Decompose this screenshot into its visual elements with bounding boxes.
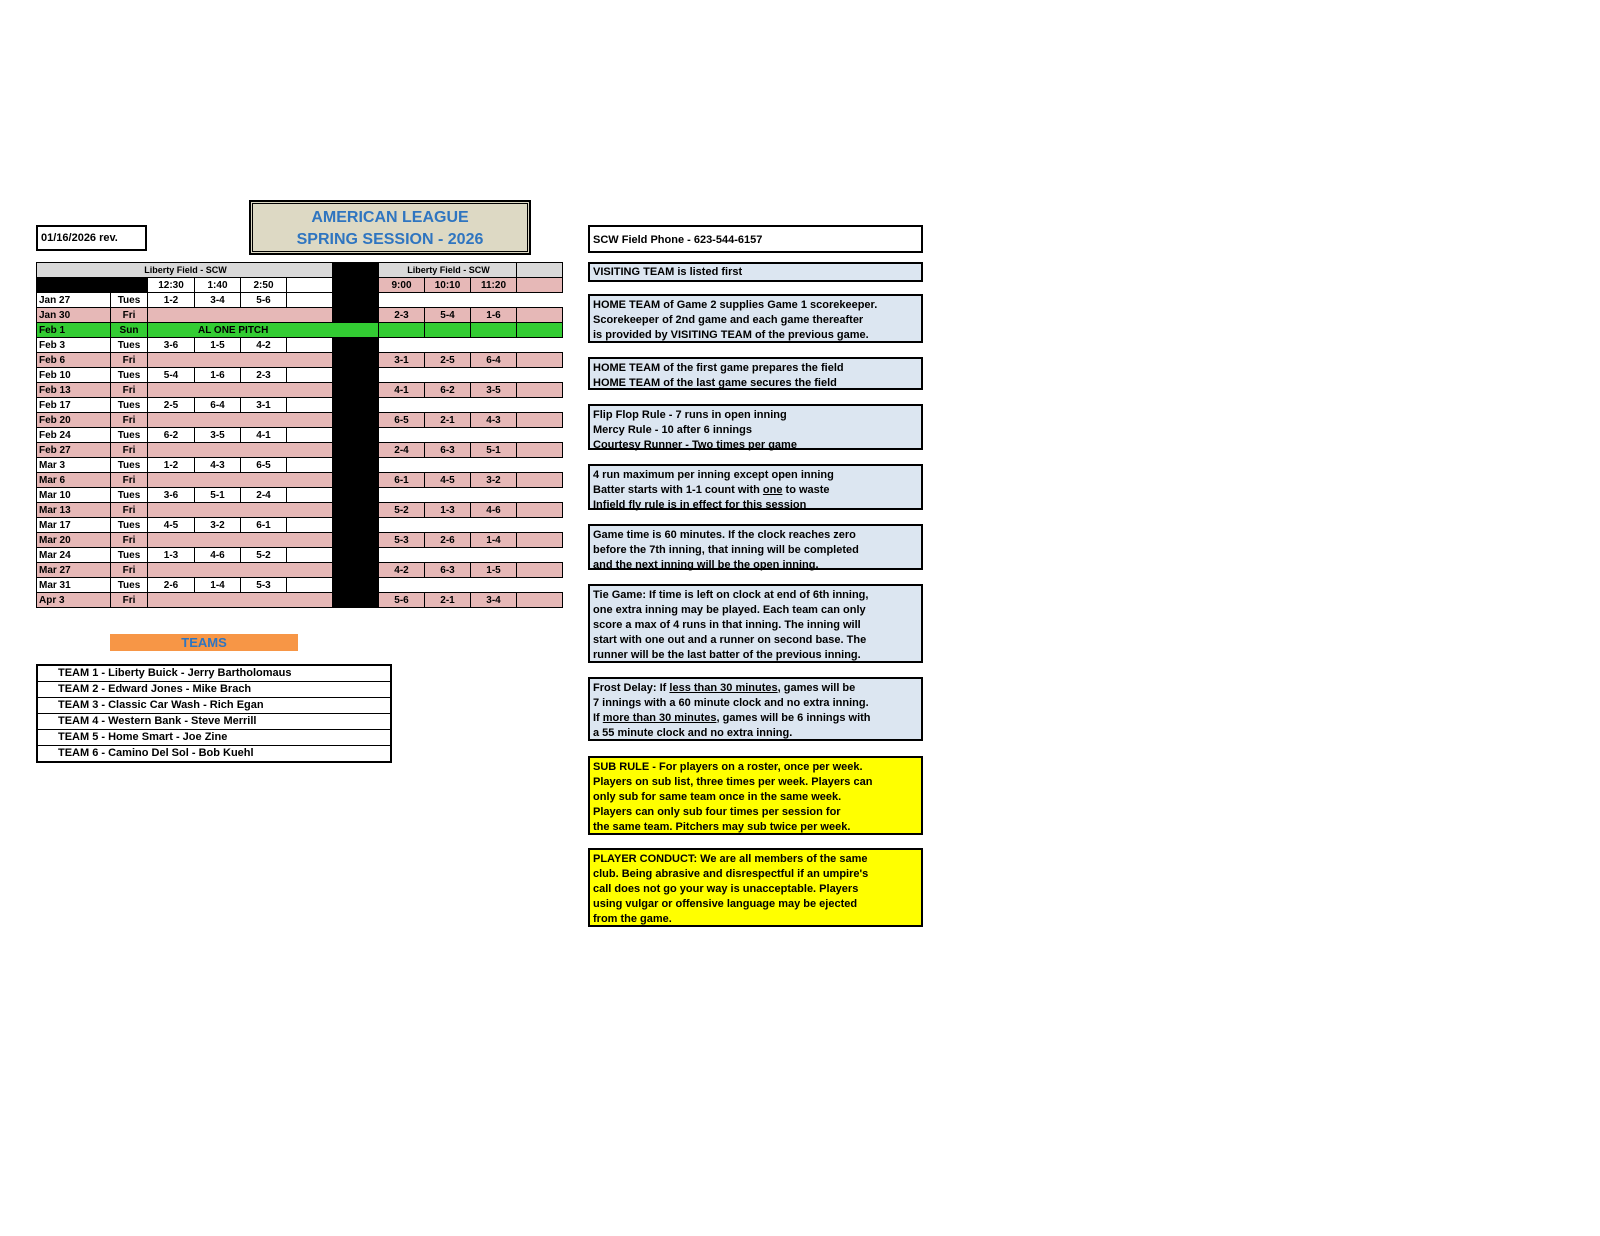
sub-rule: SUB RULE - For players on a roster, once per week. Players on sub list, three times per week. Players can only sub for same team once in the same week. Players can only sub four times per session for the same team. Pitchers may sub twice per week. <box>588 756 923 835</box>
game-day: Tues <box>111 458 148 473</box>
matchup-cell: 5-1 <box>195 488 241 503</box>
divider-cell <box>333 353 379 368</box>
time-header-row <box>37 278 563 293</box>
matchup-cell: 1-3 <box>425 503 471 518</box>
teams-list <box>36 664 392 763</box>
scorekeeper-rule: HOME TEAM of Game 2 supplies Game 1 scorekeeper. Scorekeeper of 2nd game and each game thereafter is provided by VISITING TEAM of the previous game. <box>588 294 923 343</box>
schedule-row <box>37 473 563 488</box>
divider-cell <box>333 473 379 488</box>
matchup-cell: 6-3 <box>425 563 471 578</box>
schedule-cell <box>379 368 563 383</box>
matchup-cell: 6-4 <box>471 353 517 368</box>
matchup-cell: 3-2 <box>471 473 517 488</box>
matchup-cell: 1-5 <box>195 338 241 353</box>
game-day: Tues <box>111 578 148 593</box>
matchup-cell: 2-3 <box>379 308 425 323</box>
game-date: Feb 3 <box>37 338 111 353</box>
matchup-cell: 4-3 <box>471 413 517 428</box>
schedule-cell <box>287 338 333 353</box>
matchup-cell: 3-2 <box>195 518 241 533</box>
game-day: Fri <box>111 503 148 518</box>
game-date: Feb 27 <box>37 443 111 458</box>
schedule-cell <box>517 473 563 488</box>
game-day: Tues <box>111 428 148 443</box>
schedule-row <box>37 578 563 593</box>
divider-cell <box>333 503 379 518</box>
game-date: Mar 17 <box>37 518 111 533</box>
divider-cell <box>333 443 379 458</box>
schedule-cell <box>148 443 333 458</box>
game-time-rule: Game time is 60 minutes. If the clock reaches zero before the 7th inning, that inning will be completed and the next inning will be the open inning. <box>588 524 923 570</box>
matchup-cell: 5-2 <box>379 503 425 518</box>
schedule-row <box>37 353 563 368</box>
matchup-cell: 4-2 <box>379 563 425 578</box>
schedule-cell <box>517 278 563 293</box>
matchup-cell: 6-1 <box>379 473 425 488</box>
schedule-cell <box>517 563 563 578</box>
schedule-cell <box>287 458 333 473</box>
field-header-row <box>37 263 563 278</box>
divider-cell <box>333 338 379 353</box>
divider-cell <box>333 548 379 563</box>
schedule-cell <box>287 578 333 593</box>
matchup-cell: 6-2 <box>148 428 195 443</box>
schedule-row <box>37 443 563 458</box>
matchup-cell: 1-2 <box>148 293 195 308</box>
schedule-row <box>37 593 563 608</box>
divider-cell <box>333 413 379 428</box>
schedule-cell <box>379 488 563 503</box>
matchup-cell: 3-5 <box>195 428 241 443</box>
matchup-cell: 4-5 <box>148 518 195 533</box>
schedule-cell <box>287 548 333 563</box>
flip-flop-rule: Flip Flop Rule - 7 runs in open inning Mercy Rule - 10 after 6 innings Courtesy Runner - Two times per game <box>588 404 923 450</box>
schedule-cell <box>517 413 563 428</box>
divider-cell <box>333 308 379 323</box>
run-limit-rule: 4 run maximum per inning except open inning Batter starts with 1-1 count with one to waste Infield fly rule is in effect for this session <box>588 464 923 510</box>
schedule-cell <box>517 593 563 608</box>
game-day: Fri <box>111 308 148 323</box>
schedule-row <box>37 503 563 518</box>
matchup-cell: 3-4 <box>195 293 241 308</box>
matchup-cell: 5-1 <box>471 443 517 458</box>
schedule-cell <box>379 458 563 473</box>
matchup-cell: 2-3 <box>241 368 287 383</box>
title-line-2: SPRING SESSION - 2026 <box>296 231 484 248</box>
schedule-cell <box>517 263 563 278</box>
matchup-cell: 1-6 <box>471 308 517 323</box>
schedule-cell <box>148 503 333 518</box>
matchup-cell: 6-4 <box>195 398 241 413</box>
divider-cell <box>333 518 379 533</box>
divider-cell <box>333 488 379 503</box>
teams-heading: TEAMS <box>110 634 298 651</box>
divider-cell <box>333 563 379 578</box>
schedule-cell <box>287 293 333 308</box>
matchup-cell: 4-1 <box>241 428 287 443</box>
schedule-row <box>37 383 563 398</box>
schedule-cell <box>148 593 333 608</box>
schedule-row <box>37 293 563 308</box>
game-date: Mar 3 <box>37 458 111 473</box>
right-time-slot: 9:00 <box>379 278 425 293</box>
schedule-cell <box>148 308 333 323</box>
divider-cell <box>333 368 379 383</box>
schedule-row <box>37 308 563 323</box>
matchup-cell: 2-4 <box>241 488 287 503</box>
matchup-cell: 6-3 <box>425 443 471 458</box>
schedule-cell <box>287 488 333 503</box>
game-date: Mar 10 <box>37 488 111 503</box>
matchup-cell: 3-6 <box>148 488 195 503</box>
game-date: Feb 6 <box>37 353 111 368</box>
game-day: Fri <box>111 533 148 548</box>
matchup-cell: 5-3 <box>241 578 287 593</box>
visiting-team-note: VISITING TEAM is listed first <box>588 262 923 282</box>
divider-cell <box>333 263 379 278</box>
game-day: Fri <box>111 413 148 428</box>
matchup-cell: 4-6 <box>471 503 517 518</box>
game-date: Mar 6 <box>37 473 111 488</box>
game-day: Tues <box>111 548 148 563</box>
game-date: Feb 24 <box>37 428 111 443</box>
schedule-cell <box>379 293 563 308</box>
schedule-cell <box>379 338 563 353</box>
schedule-cell <box>379 518 563 533</box>
game-day: Fri <box>111 443 148 458</box>
schedule-row <box>37 533 563 548</box>
team-row: TEAM 1 - Liberty Buick - Jerry Bartholomaus <box>38 666 390 682</box>
tie-game-rule: Tie Game: If time is left on clock at end of 6th inning, one extra inning may be played. Each team can only score a max of 4 runs in that inning. The inning will start with one out and a runner on second base. The runner will be the last batter of the previous inning. <box>588 584 923 663</box>
matchup-cell: 2-5 <box>148 398 195 413</box>
game-date: Feb 1 <box>37 323 111 338</box>
team-row: TEAM 4 - Western Bank - Steve Merrill <box>38 714 390 730</box>
matchup-cell: 1-4 <box>195 578 241 593</box>
schedule-cell <box>148 353 333 368</box>
schedule-row <box>37 563 563 578</box>
matchup-cell: 2-6 <box>148 578 195 593</box>
matchup-cell: 1-4 <box>471 533 517 548</box>
matchup-cell: 5-2 <box>241 548 287 563</box>
matchup-cell: 2-6 <box>425 533 471 548</box>
matchup-cell: 4-2 <box>241 338 287 353</box>
matchup-cell: 1-2 <box>148 458 195 473</box>
team-row: TEAM 2 - Edward Jones - Mike Brach <box>38 682 390 698</box>
schedule-cell <box>517 353 563 368</box>
player-conduct-rule: PLAYER CONDUCT: We are all members of the same club. Being abrasive and disrespectful if an umpire's call does not go your way is unacceptable. Players using vulgar or offensive language may be ejected from the game. <box>588 848 923 927</box>
game-day: Fri <box>111 563 148 578</box>
divider-cell <box>333 593 379 608</box>
game-date: Mar 24 <box>37 548 111 563</box>
schedule-cell <box>287 368 333 383</box>
game-date: Mar 31 <box>37 578 111 593</box>
matchup-cell: 3-1 <box>379 353 425 368</box>
special-event-label: AL ONE PITCH <box>148 323 379 338</box>
game-day: Tues <box>111 488 148 503</box>
matchup-cell: 4-5 <box>425 473 471 488</box>
schedule-cell <box>379 428 563 443</box>
game-day: Sun <box>111 323 148 338</box>
matchup-cell: 1-6 <box>195 368 241 383</box>
schedule-row <box>37 428 563 443</box>
schedule-row <box>37 548 563 563</box>
schedule-cell <box>517 383 563 398</box>
matchup-cell: 3-4 <box>471 593 517 608</box>
schedule-table <box>36 262 563 608</box>
schedule-cell <box>379 548 563 563</box>
matchup-cell: 4-1 <box>379 383 425 398</box>
game-day: Fri <box>111 353 148 368</box>
schedule-row <box>37 413 563 428</box>
game-day: Tues <box>111 338 148 353</box>
schedule-cell <box>287 278 333 293</box>
matchup-cell: 6-1 <box>241 518 287 533</box>
divider-cell <box>333 398 379 413</box>
game-date: Feb 10 <box>37 368 111 383</box>
game-date: Feb 13 <box>37 383 111 398</box>
schedule-row <box>37 488 563 503</box>
divider-cell <box>333 278 379 293</box>
divider-cell <box>37 278 148 293</box>
team-row: TEAM 6 - Camino Del Sol - Bob Kuehl <box>58 747 254 759</box>
game-day: Tues <box>111 293 148 308</box>
matchup-cell: 3-1 <box>241 398 287 413</box>
game-date: Feb 20 <box>37 413 111 428</box>
schedule-cell <box>517 323 563 338</box>
schedule-cell <box>379 578 563 593</box>
game-day: Tues <box>111 518 148 533</box>
matchup-cell: 2-1 <box>425 593 471 608</box>
game-day: Tues <box>111 368 148 383</box>
matchup-cell: 6-5 <box>379 413 425 428</box>
schedule-cell <box>517 443 563 458</box>
matchup-cell: 3-6 <box>148 338 195 353</box>
schedule-cell <box>148 563 333 578</box>
matchup-cell: 6-2 <box>425 383 471 398</box>
matchup-cell: 2-4 <box>379 443 425 458</box>
schedule-row <box>37 368 563 383</box>
schedule-row <box>37 518 563 533</box>
schedule-row <box>37 398 563 413</box>
schedule-cell <box>471 323 517 338</box>
right-time-slot: 10:10 <box>425 278 471 293</box>
schedule-row <box>37 338 563 353</box>
matchup-cell: 5-3 <box>379 533 425 548</box>
team-row: TEAM 5 - Home Smart - Joe Zine <box>38 730 390 746</box>
frost-delay-rule: Frost Delay: If less than 30 minutes, games will be 7 innings with a 60 minute clock and no extra inning. If more than 30 minutes, games will be 6 innings with a 55 minute clock and no extra inning. <box>588 677 923 741</box>
schedule-row <box>37 458 563 473</box>
schedule-cell <box>287 398 333 413</box>
schedule-cell <box>148 533 333 548</box>
schedule-cell <box>517 503 563 518</box>
game-day: Tues <box>111 398 148 413</box>
matchup-cell: 5-4 <box>425 308 471 323</box>
right-field-name: Liberty Field - SCW <box>379 263 517 278</box>
game-date: Jan 27 <box>37 293 111 308</box>
schedule-cell <box>517 308 563 323</box>
game-date: Feb 17 <box>37 398 111 413</box>
game-day: Fri <box>111 473 148 488</box>
schedule-cell <box>148 383 333 398</box>
schedule-cell <box>287 518 333 533</box>
game-date: Mar 27 <box>37 563 111 578</box>
game-date: Jan 30 <box>37 308 111 323</box>
divider-cell <box>333 458 379 473</box>
divider-cell <box>333 383 379 398</box>
schedule-cell <box>517 533 563 548</box>
revision-label: 01/16/2026 rev. <box>36 225 147 251</box>
schedule-cell <box>425 323 471 338</box>
schedule-cell <box>148 473 333 488</box>
field-phone: SCW Field Phone - 623-544-6157 <box>588 225 923 253</box>
divider-cell <box>333 533 379 548</box>
matchup-cell: 3-5 <box>471 383 517 398</box>
game-date: Mar 20 <box>37 533 111 548</box>
left-time-slot: 1:40 <box>195 278 241 293</box>
league-title <box>250 201 530 254</box>
game-day: Fri <box>111 593 148 608</box>
matchup-cell: 2-1 <box>425 413 471 428</box>
schedule-cell <box>287 428 333 443</box>
game-date: Apr 3 <box>37 593 111 608</box>
right-time-slot: 11:20 <box>471 278 517 293</box>
matchup-cell: 5-6 <box>379 593 425 608</box>
left-time-slot: 2:50 <box>241 278 287 293</box>
matchup-cell: 1-3 <box>148 548 195 563</box>
matchup-cell: 1-5 <box>471 563 517 578</box>
left-field-name: Liberty Field - SCW <box>37 263 333 278</box>
matchup-cell: 4-6 <box>195 548 241 563</box>
team-row: TEAM 3 - Classic Car Wash - Rich Egan <box>38 698 390 714</box>
field-prep-rule: HOME TEAM of the first game prepares the field HOME TEAM of the last game secures the field <box>588 357 923 390</box>
matchup-cell: 5-6 <box>241 293 287 308</box>
title-line-1: AMERICAN LEAGUE <box>311 209 469 226</box>
game-day: Fri <box>111 383 148 398</box>
schedule-row <box>37 323 563 338</box>
left-time-slot: 12:30 <box>148 278 195 293</box>
matchup-cell: 2-5 <box>425 353 471 368</box>
divider-cell <box>333 578 379 593</box>
divider-cell <box>333 428 379 443</box>
matchup-cell: 5-4 <box>148 368 195 383</box>
matchup-cell: 4-3 <box>195 458 241 473</box>
schedule-cell <box>148 413 333 428</box>
schedule-cell <box>379 398 563 413</box>
matchup-cell: 6-5 <box>241 458 287 473</box>
divider-cell <box>333 293 379 308</box>
schedule-cell <box>379 323 425 338</box>
game-date: Mar 13 <box>37 503 111 518</box>
